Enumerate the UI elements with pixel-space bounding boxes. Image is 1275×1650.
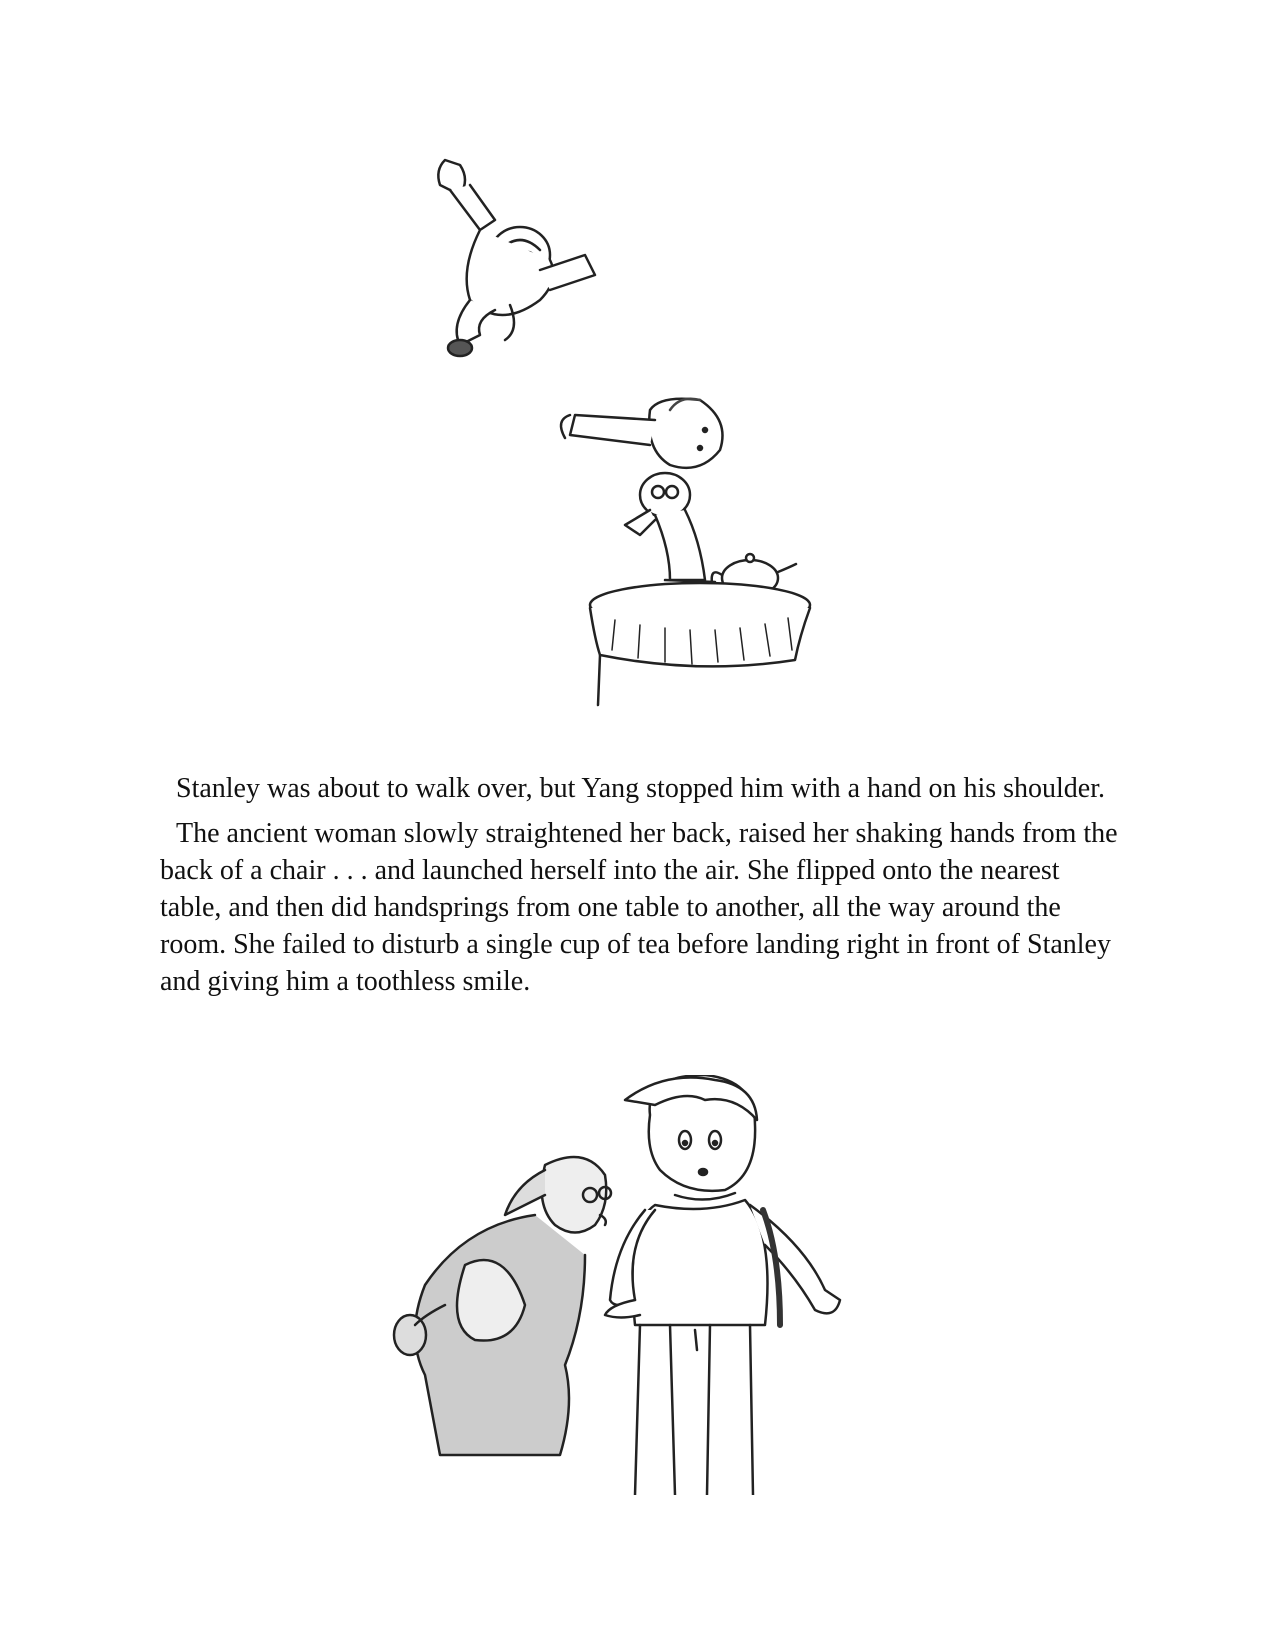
stanley-figure [605,1075,840,1495]
paragraph-1: Stanley was about to walk over, but Yang stopped him with a hand on his shoulder. [176,773,1106,804]
story-text [160,770,1120,1008]
paragraph-2: The ancient woman slowly straightened her back, raised her shaking hands from the back of a chair . . . and launched herself into the air. She flipped onto the nearest table, and then did handsprings from one table to another, all the way around the room. She failed to disturb a single cup of tea before landing right in front of Stanley and giving him a toothless smile. [160,818,1118,997]
illustration-woman-and-stanley [385,1075,885,1495]
handspring-woman-figure [561,399,723,582]
leaping-woman-figure [438,160,595,356]
illustration-woman-flipping [400,130,850,750]
table-with-cloth [590,583,810,705]
old-woman-figure [394,1157,611,1455]
